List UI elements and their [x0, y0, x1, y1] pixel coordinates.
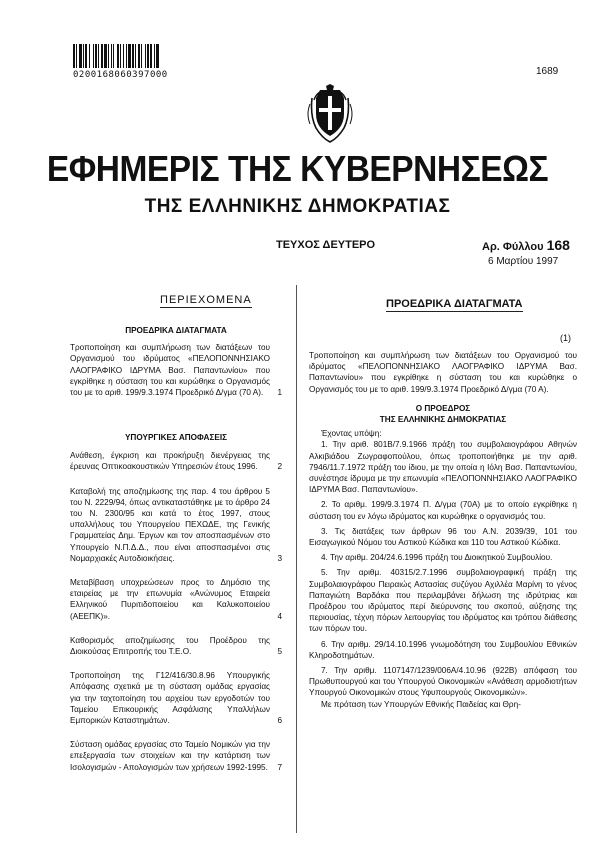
- toc-entry-text: Τροποποίηση και συμπλήρωση των διατάξεων του Οργανισμού του ιδρύματος «ΠΕΛΟΠΟΝΝΗΣΙΑΚΟ ΛΑΟΓΡΑΦΙΚΟ ΙΔΡΥΜΑ Βασ. Παπαντωνίου» που εγκρίθηκε η σύσταση του και κυρώθηκε ο Οργανισμός του με το αριθ. 199/9.3.1974 Προεδρικό Δ/γμα (70 Α).: [70, 343, 270, 398]
- paragraph: 7. Την αριθμ. 1107147/1239/006Α/4.10.96 (922Β) απόφαση του Πρωθυπουργού και του Υπουργού Οικονομικών «Ανάθεση αρμοδιοτήτων Υπουργού Οικονομικών στους Υφυπουργούς Οικονομικών».: [309, 666, 577, 698]
- issue-number: [482, 237, 570, 253]
- paragraph: 5. Την αριθμ. 40315/2.7.1996 συμβολαιογραφική πράξη της Συμβολαιογράφου Πειραιώς Αστασίας συζύγου Αχιλλέα Μαρίνη το γένος Παπαγιώτη Βαρδάκα που περιλαμβάνει δήλωση της ιδρύτριας και Προέδρου του ιδρύματος περί διεύρυνσης του σκοπού, αύξησης της περιουσίας, τέχνη πόρων λειτουργίας του ιδρύματος και τρόπου διάθεσης των πόρων του.: [309, 568, 577, 634]
- toc-entry-text: Τροποποίηση της Γ12/416/30.8.96 Υπουργικής Απόφασης σχετικά με τη σύσταση ομάδας εργασίας για την ταχτοποίηση του αρχείου των εργοδοτών του Ταμείου Επικουρικής Ασφάλισης Υπαλλήλων Εμπορικών Καταστημάτων.: [70, 671, 270, 726]
- paragraph: 3. Τις διατάξεις των άρθρων 96 του Α.Ν. 2039/39, 101 του Εισαγωγικού Νόμου του Αστικού Κώδικα και 110 του Αστικού Κώδικα.: [309, 526, 577, 548]
- toc-entry[interactable]: [70, 342, 282, 398]
- paragraph: Με πρόταση των Υπουργών Εθνικής Παιδείας και Θρη-: [321, 699, 521, 709]
- toc-entry-page: 5: [277, 647, 282, 657]
- toc-entry[interactable]: [70, 577, 282, 622]
- toc-entry-text: Καθορισμός αποζημίωσης του Προέδρου της Διοικούσας Επιτροπής του Τ.Ε.Ο.: [70, 635, 270, 657]
- greek-coat-of-arms-icon: [306, 84, 354, 144]
- paragraph: 6. Την αριθμ. 29/14.10.1996 γνωμοδότηση του Συμβουλίου Εθνικών Κληροδοτημάτων.: [309, 639, 577, 660]
- toc-section-title: ΠΡΟΕΔΡΙΚΑ ΔΙΑΤΑΓΜΑΤΑ: [125, 326, 227, 335]
- toc-heading: ΠΕΡΙΕΧΟΜΕΝΑ: [160, 294, 252, 306]
- toc-section-decrees: [70, 325, 282, 398]
- toc-entry-page: 3: [277, 553, 282, 563]
- issue-label: Αρ. Φύλλου: [482, 241, 544, 253]
- page-number: 1689: [536, 66, 559, 77]
- paragraph: 1. Την αριθ. 801Β/7.9.1966 πράξη του συμβολαιογράφου Αθηνών Αλκιβιάδου Ζωγραφοπούλου, όπως τροποποιήθηκε με την αριθ. 7946/11.7.1972 πράξη του ίδιου, με την οποία η Ιόλη Βασ. Παπαντωνίου, συνέστησε ίδρυμα με την επωνυμία «ΠΕΛΟΠΟΝΝΗΣΙΑΚΟ ΛΑΟΓΡΑΦΙΚΟ ΙΔΡΥΜΑ Βασ. Παπαντωνίου».: [309, 440, 577, 495]
- toc-section-decisions: [70, 432, 282, 773]
- toc-entry-page: 1: [277, 388, 282, 398]
- toc-entry[interactable]: [70, 450, 282, 472]
- series-label: ΤΕΥΧΟΣ ΔΕΥΤΕΡΟ: [276, 239, 376, 251]
- toc-entry[interactable]: [70, 635, 282, 657]
- toc-entry-page: 4: [277, 611, 282, 621]
- paragraph: 4. Την αριθμ. 204/24.6.1996 πράξη του Διοικητικού Συμβουλίου.: [321, 553, 553, 563]
- toc-entry-page: 7: [277, 762, 282, 772]
- issue-value: 168: [546, 237, 570, 253]
- decree-number: (1): [560, 333, 571, 343]
- masthead-subtitle: ΤΗΣ ΕΛΛΗΝΙΚΗΣ ΔΗΜΟΚΡΑΤΙΑΣ: [144, 196, 451, 217]
- toc-entry[interactable]: [70, 670, 282, 726]
- toc-entry-text: Σύσταση ομάδας εργασίας στο Ταμείο Νομικών για την επεξεργασία των στοιχείων και την κατάρτιση των Ισολογισμών - Απολογισμών των χρήσεων 1992-1995.: [70, 740, 270, 772]
- having-regard: Έχοντας υπόψη:: [321, 429, 382, 439]
- toc-entry-page: 6: [277, 716, 282, 726]
- president-heading: Ο ΠΡΟΕΔΡΟΣ: [415, 403, 471, 413]
- toc-entry[interactable]: [70, 486, 282, 564]
- toc-entry-text: Ανάθεση, έγκριση και προκήρυξη διενέργειας της έρευνας Οπτικοακουστικών Υπηρεσιών έτους 1996.: [70, 451, 270, 472]
- decree-title: Τροποποίηση και συμπλήρωση των διατάξεων του Οργανισμού του ιδρύματος «ΠΕΛΟΠΟΝΝΗΣΙΑΚΟ ΛΑΟΓΡΑΦΙΚΟ ΙΔΡΥΜΑ Βασ. Παπαντωνίου» που εγκρίθηκε η σύσταση του και κυρώθηκε ο Οργανισμός του με το αριθ. 199/9.3.1974 Προεδρικό Δ/γμα (70 Α).: [309, 351, 577, 394]
- barcode: [73, 44, 205, 68]
- toc-entry[interactable]: [70, 739, 282, 773]
- toc-section-title: ΥΠΟΥΡΓΙΚΕΣ ΑΠΟΦΑΣΕΙΣ: [124, 433, 228, 442]
- decree-body: [309, 350, 577, 710]
- barcode-number: 0200168060397000: [73, 70, 168, 80]
- masthead-title: ΕΦΗΜΕΡΙΣ ΤΗΣ ΚΥΒΕΡΝΗΣΕΩΣ: [46, 148, 549, 189]
- toc-entry-page: 2: [277, 462, 282, 472]
- section-heading: ΠΡΟΕΔΡΙΚΑ ΔΙΑΤΑΓΜΑΤΑ: [386, 298, 523, 310]
- issue-date: 6 Μαρτίου 1997: [488, 256, 559, 267]
- toc-entry-text: Καταβολή της αποζημίωσης της παρ. 4 του άρθρου 5 του Ν. 2229/94, όπως αντικαταστάθηκε με το άρθρο 24 του Ν. 2300/95 και κατά το έτος 1997, στους υπαλλήλους του Υπουργείου ΠΕΧΩΔΕ, της Γενικής Γραμματείας Δημ. Έργων και τον αποσπασμένων στο Υπουργείο Ν.Π.Δ.Δ., που είναι αποσπασμένοι στις Νομαρχιακές Αυτοδιοικήσεις.: [70, 486, 270, 563]
- column-divider: [296, 285, 297, 833]
- paragraph: 2. Το αριθμ. 199/9.3.1974 Π. Δ/γμα (70Α) με το οποίο εγκρίθηκε η σύσταση του εν λόγω ιδρύματος και κυρώθηκε ο οργανισμός του.: [309, 500, 577, 521]
- toc-entry-text: Μεταβίβαση υποχρεώσεων προς το Δημόσιο της εταιρείας με την επωνυμία «Ανώνυμος Εταιρεία Ελληνικού Πυριτιδοποιείου και Καλυκοποιείου (ΑΕΕΠΚ)».: [70, 578, 270, 621]
- president-heading-sub: ΤΗΣ ΕΛΛΗΝΙΚΗΣ ΔΗΜΟΚΡΑΤΙΑΣ: [379, 415, 507, 425]
